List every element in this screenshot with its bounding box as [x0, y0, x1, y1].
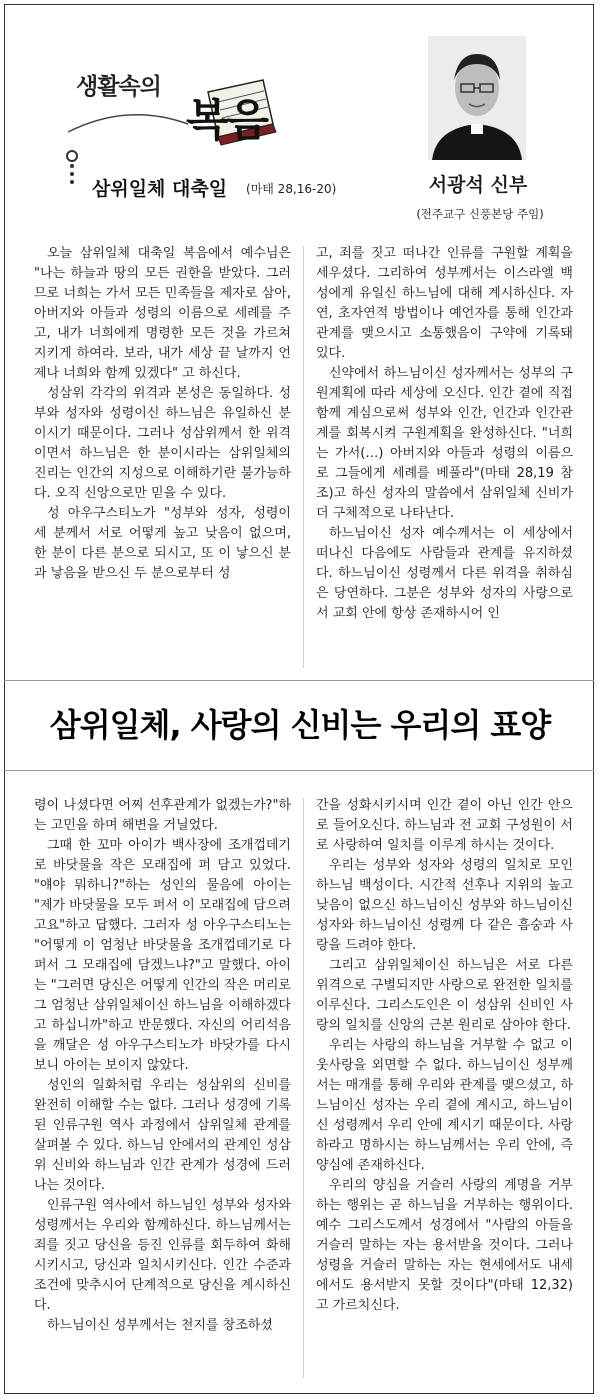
- paragraph: 신약에서 하느님이신 성자께서는 성부의 구원계획에 따라 세상에 오신다. 인간 곁에 직접 함께 계심으로써 성부와 인간, 인간과 인간관계를 회복시켜 구원계획을 완성하신다. "너희는 가서(…) 아버지와 아들과 성령의 이름으로 그들에게 세례를 베풀라"(마태 28,19 참조)고 하신 성자의 말씀에서 삼위일체 신비가 더 구체적으로 나타난다.: [316, 366, 573, 521]
- scripture-reference: (마태 28,16-20): [246, 182, 337, 196]
- paragraph: 우리는 성부와 성자와 성령의 일치로 모인 하느님 백성이다. 시간적 선후나 지위의 높고 낮음이 없으신 하느님이신 성부와 하느님이신 성자와 하느님이신 성령께 다 같은 흠숭과 사랑을 드려야 한다.: [316, 858, 573, 953]
- paragraph: 인류구원 역사에서 하느님인 성부와 성자와 성령께서는 우리와 함께하신다. 하느님께서는 죄를 짓고 당신을 등진 인류를 회두하여 화해시키시고, 당신과 일치시키신다. 인간 수준과 조건에 맞추시어 단계적으로 당신을 계시하신다.: [34, 1198, 291, 1313]
- author-affiliation: (전주교구 신풍본당 주임): [416, 207, 544, 221]
- paragraph: 고, 죄를 짓고 떠나간 인류를 구원할 계획을 세우셨다. 그리하여 성부께서는 이스라엘 백성에게 유일신 하느님에 대해 계시하신다. 자연, 초자연적 방법이나 예언자를 통해 인간과 관계를 맺으시고 소통했음이 구약에 기록돼 있다.: [316, 246, 573, 361]
- paragraph: 하느님이신 성자 예수께서는 이 세상에서 떠나신 다음에도 사람들과 관계를 유지하셨다. 하느님이신 성령께서 다른 위격을 취하심은 당연하다. 그분은 성부와 성자의 사랑으로서 교회 안에 항상 존재하시어 인: [316, 526, 573, 621]
- column-4: [316, 796, 573, 1316]
- paragraph: 성인의 일화처럼 우리는 성삼위의 신비를 완전히 이해할 수는 없다. 그러나 성경에 기록된 인류구원 역사 과정에서 삼위일체 관계를 살펴볼 수 있다. 하느님 안에서의 관계인 성삼위 신비와 하느님과 인간 관계가 성경에 드러나는 것이다.: [34, 1078, 291, 1193]
- bullet-decoration: [66, 150, 80, 190]
- paragraph: 우리는 사랑의 하느님을 거부할 수 없고 이웃사랑을 외면할 수 없다. 하느님이신 성부께서는 매개를 통해 우리와 관계를 맺으셨고, 하느님이신 성자는 우리 곁에 계시고, 하느님이신 성령께서 우리 안에 계시기 때문이다. 사랑하라고 명하시는 하느님께서는 우리 안에, 즉 양심에 존재하신다.: [316, 1038, 573, 1173]
- paragraph: 성삼위 각각의 위격과 본성은 동일하다. 성부와 성자와 성령이신 하느님은 유일하신 분이시기 때문이다. 그러나 성삼위께서 한 위격이면서 하느님은 한 분이시라는 삼위일체의 진리는 인간의 지성으로 이해하기란 불가능하다. 오직 신앙으로만 믿을 수 있다.: [34, 386, 291, 501]
- paragraph: 그때 한 꼬마 아이가 백사장에 조개껍데기로 바닷물을 작은 모래집에 퍼 담고 있었다. "얘야 뭐하니?"하는 성인의 물음에 아이는 "제가 바닷물을 모두 퍼서 이 모래집에 담으려고요"하고 답했다. 그러자 성 아우구스티노는 "어떻게 이 엄청난 바닷물을 조개껍데기로 다 퍼서 그 모래집에 담겠느냐?"고 말했다. 아이는 "그러면 당신은 어떻게 인간의 작은 머리로 그 엄청난 삼위일체이신 하느님을 이해하겠다고 하십니까"하고 반문했다. 자신의 어리석음을 깨달은 성 아우구스티노가 바닷가를 다시 보니 아이는 보이지 않았다.: [34, 838, 291, 1073]
- paragraph: 간을 성화시키시며 인간 곁이 아닌 인간 안으로 들어오신다. 하느님과 전 교회 구성원이 서로 사랑하여 일치를 이루게 하시는 것이다.: [316, 798, 573, 853]
- paragraph: 령이 나셨다면 어찌 선후관계가 없겠는가?"하는 고민을 하며 해변을 거닐었다.: [34, 798, 291, 833]
- column-1: [34, 244, 291, 584]
- column-2: [316, 244, 573, 624]
- column-logo: [58, 62, 298, 162]
- author-name: 서광석 신부: [428, 174, 528, 196]
- paragraph: 성 아우구스티노가 "성부와 성자, 성령이 세 분께서 서로 어떻게 높고 낮음이 없으며, 한 분이 다른 분으로 되시고, 또 이 낳으신 분과 낳음을 받으신 두 분으로부터 성: [34, 506, 291, 581]
- column-3: [34, 796, 291, 1336]
- paragraph: 우리의 양심을 거슬러 사랑의 계명을 거부하는 행위는 곧 하느님을 거부하는 행위이다. 예수 그리스도께서 성경에서 "사람의 아들을 거슬러 말하는 자는 용서받을 것이다. 그러나 성령을 거슬러 말하는 자는 현세에서도 내세에서도 용서받지 못할 것이다"(마태 12,32)고 가르치신다.: [316, 1178, 573, 1313]
- paragraph: 하느님이신 성부께서는 천지를 창조하셨: [47, 1318, 273, 1333]
- bottom-divider: [4, 770, 594, 771]
- top-divider: [4, 680, 594, 681]
- logo-small-text: 생활속의: [76, 74, 161, 100]
- paragraph: 그리고 삼위일체이신 하느님은 서로 다른 위격으로 구별되지만 사랑으로 완전한 일치를 이루신다. 그리스도인은 이 성삼위 신비인 사랑의 일치를 신앙의 근본 원리로 삼아야 한다.: [316, 958, 573, 1033]
- feast-title: 삼위일체 대축일: [92, 178, 228, 200]
- column-rule: [303, 798, 304, 1378]
- priest-portrait-icon: [428, 36, 526, 160]
- logo-big-text: 복음: [186, 95, 268, 146]
- paragraph: 오늘 삼위일체 대축일 복음에서 예수님은 "나는 하늘과 땅의 모든 권한을 받았다. 그러므로 너희는 가서 모든 민족들을 제자로 삼아, 아버지와 아들과 성령의 이름으로 세례를 주고, 내가 너희에게 명령한 모든 것을 가르쳐 지키게 하여라. 보라, 내가 세상 끝 날까지 언제나 너희와 함께 있겠다" 고 하신다.: [34, 246, 291, 381]
- author-photo: [428, 36, 526, 160]
- column-rule: [303, 246, 304, 668]
- headline: 삼위일체, 사랑의 신비는 우리의 표양: [49, 706, 551, 744]
